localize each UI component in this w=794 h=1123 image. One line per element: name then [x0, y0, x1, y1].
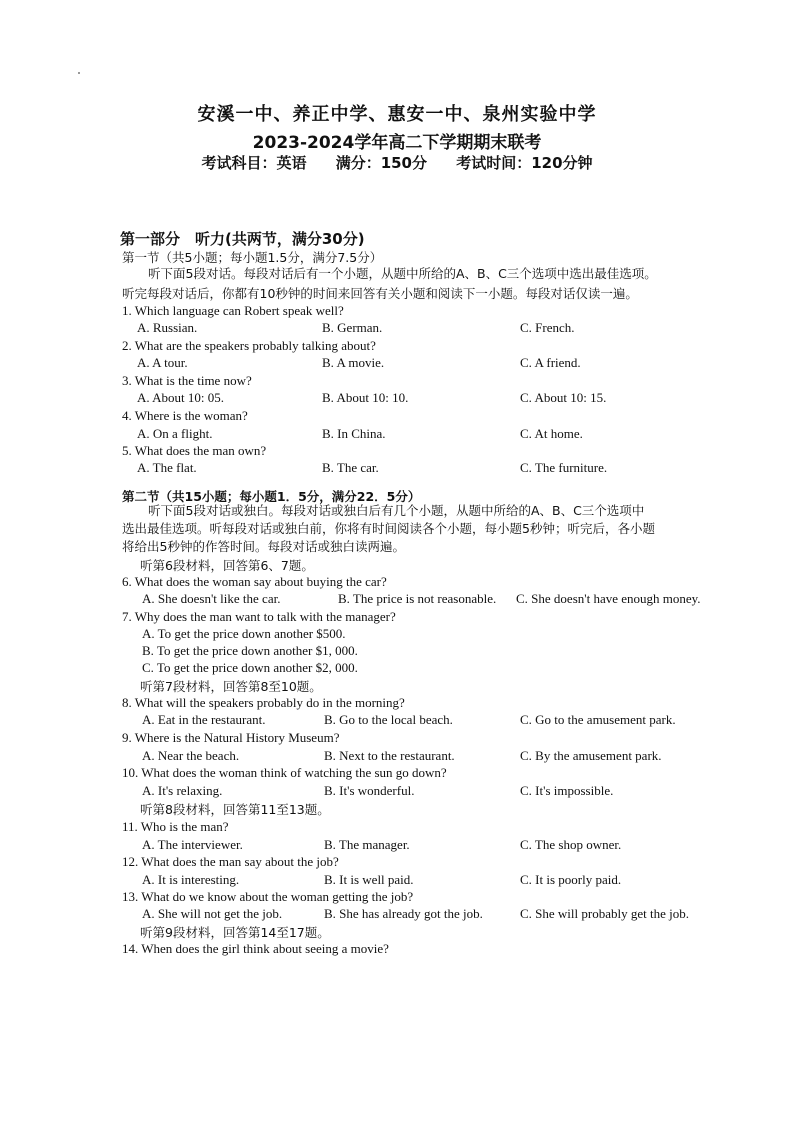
section1-instr-line1: 听下面5段对话。每段对话后有一个小题，从题中所给的A、B、C三个选项中选出最佳选项。 — [148, 266, 657, 281]
question-2: 2. What are the speakers probably talking about? — [122, 338, 376, 353]
q10-option-b: B. It's wonderful. — [324, 783, 415, 798]
q3-option-c: C. About 10: 15. — [520, 390, 607, 405]
subject-label: 考试科目：英语 — [201, 154, 307, 172]
q4-option-a: A. On a flight. — [137, 426, 213, 441]
q13-option-a: A. She will not get the job. — [142, 906, 283, 921]
q5-option-a: A. The flat. — [137, 460, 197, 475]
q10-option-a: A. It's relaxing. — [142, 783, 223, 798]
question-5: 5. What does the man own? — [122, 443, 267, 458]
q11-option-b: B. The manager. — [324, 837, 410, 852]
section1-instructions — [122, 264, 722, 304]
q13-option-c: C. She will probably get the job. — [520, 906, 689, 921]
question-14: 14. When does the girl think about seeing a movie? — [122, 941, 389, 956]
q1-option-c: C. French. — [520, 320, 575, 335]
exam-title: 2023-2024学年高二下学期期末联考 — [252, 133, 542, 153]
q3-option-a: A. About 10: 05. — [137, 390, 225, 405]
q4-option-b: B. In China. — [322, 426, 386, 441]
q6-option-b: B. The price is not reasonable. — [338, 591, 497, 606]
q11-option-c: C. The shop owner. — [520, 837, 622, 852]
q2-option-b: B. A movie. — [322, 355, 385, 370]
q8-option-c: C. Go to the amusement park. — [520, 712, 676, 727]
score-label: 满分：150分 — [335, 154, 427, 172]
exam-info — [0, 152, 794, 173]
q8-option-a: A. Eat in the restaurant. — [142, 712, 266, 727]
q1-option-a: A. Russian. — [137, 320, 198, 335]
q11-option-a: A. The interviewer. — [142, 837, 243, 852]
question-8: 8. What will the speakers probably do in the morning? — [122, 695, 405, 710]
section2-instr-line1: 听下面5段对话或独白。每段对话或独白后有几个小题，从题中所给的A、B、C三个选项中 — [148, 503, 645, 518]
q7-option-a: A. To get the price down another $500. — [142, 626, 346, 641]
question-13: 13. What do we know about the woman getting the job? — [122, 889, 414, 904]
scan-speck — [78, 72, 80, 74]
q5-option-c: C. The furniture. — [520, 460, 608, 475]
question-12: 12. What does the man say about the job? — [122, 854, 339, 869]
schools-title: 安溪一中、养正中学、惠安一中、泉州实验中学 — [197, 104, 597, 125]
q12-option-a: A. It is interesting. — [142, 872, 240, 887]
q1-option-b: B. German. — [322, 320, 383, 335]
material-6-note: 听第6段材料，回答第6、7题。 — [140, 558, 314, 573]
section2-instructions — [122, 502, 722, 556]
question-3: 3. What is the time now? — [122, 373, 252, 388]
question-1: 1. Which language can Robert speak well? — [122, 303, 344, 318]
time-label: 考试时间：120分钟 — [456, 154, 593, 172]
question-7: 7. Why does the man want to talk with the manager? — [122, 609, 396, 624]
q7-option-c: C. To get the price down another $2, 000. — [142, 660, 358, 675]
q7-option-b: B. To get the price down another $1, 000. — [142, 643, 358, 658]
q6-option-c: C. She doesn't have enough money. — [516, 591, 701, 606]
question-6: 6. What does the woman say about buying the car? — [122, 574, 387, 589]
q2-option-c: C. A friend. — [520, 355, 581, 370]
q13-option-b: B. She has already got the job. — [324, 906, 483, 921]
material-9-note: 听第9段材料，回答第14至17题。 — [140, 925, 330, 940]
question-4: 4. Where is the woman? — [122, 408, 248, 423]
section2-instr-line2: 选出最佳选项。听每段对话或独白前，你将有时间阅读各个小题，每小题5秒钟；听完后，各小题 — [122, 521, 655, 536]
q3-option-b: B. About 10: 10. — [322, 390, 409, 405]
question-11: 11. Who is the man? — [122, 819, 229, 834]
question-9: 9. Where is the Natural History Museum? — [122, 730, 340, 745]
q4-option-c: C. At home. — [520, 426, 583, 441]
q8-option-b: B. Go to the local beach. — [324, 712, 453, 727]
section1-instr-line2: 听完每段对话后，你都有10秒钟的时间来回答有关小题和阅读下一小题。每段对话仅读一遍。 — [122, 286, 638, 301]
section2-instr-line3: 将给出5秒钟的作答时间。每段对话或独白读两遍。 — [122, 539, 405, 554]
q12-option-b: B. It is well paid. — [324, 872, 414, 887]
question-10: 10. What does the woman think of watching the sun go down? — [122, 765, 447, 780]
q5-option-b: B. The car. — [322, 460, 379, 475]
q9-option-b: B. Next to the restaurant. — [324, 748, 455, 763]
section1-title: 第一节（共5小题；每小题1.5分，满分7.5分） — [122, 250, 383, 265]
q10-option-c: C. It's impossible. — [520, 783, 614, 798]
q9-option-a: A. Near the beach. — [142, 748, 240, 763]
q12-option-c: C. It is poorly paid. — [520, 872, 622, 887]
q9-option-c: C. By the amusement park. — [520, 748, 662, 763]
part1-title: 第一部分 听力(共两节，满分30分) — [120, 230, 365, 248]
q6-option-a: A. She doesn't like the car. — [142, 591, 281, 606]
q2-option-a: A. A tour. — [137, 355, 188, 370]
material-7-note: 听第7段材料，回答第8至10题。 — [140, 679, 322, 694]
material-8-note: 听第8段材料，回答第11至13题。 — [140, 802, 330, 817]
section2-title: 第二节（共15小题；每小题1．5分，满分22．5分） — [122, 489, 421, 504]
